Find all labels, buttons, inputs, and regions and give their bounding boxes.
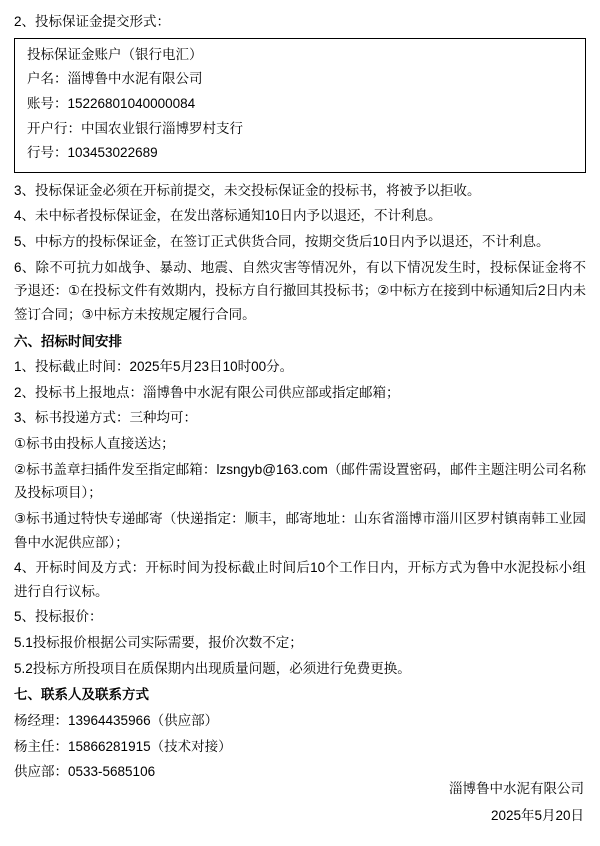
- section-six-item2: 2、投标书上报地点：淄博鲁中水泥有限公司供应部或指定邮箱；: [14, 384, 400, 400]
- account-bank-code: 行号：103453022689: [27, 145, 158, 161]
- bid-bond-item2-title: 2、投标保证金提交形式：: [14, 14, 171, 29]
- section-seven-heading: 七、联系人及联系方式: [14, 687, 149, 703]
- section-six-item3-a: ①标书由投标人直接送达；: [14, 436, 175, 451]
- section-six-item4: 4、开标时间及方式：开标时间为投标截止时间后10个工作日内，开标方式为鲁中水泥投标小组进行自行议标。: [14, 560, 586, 599]
- section-six-item5-2: 5.2投标方所投项目在质保期内出现质量问题，必须进行免费更换。: [14, 660, 411, 676]
- contact-yang-director: 杨主任：15866281915（技术对接）: [14, 738, 232, 754]
- section-six-item5: 5、投标报价：: [14, 609, 103, 625]
- account-box-title: 投标保证金账户（银行电汇）: [27, 46, 203, 62]
- account-name: 户名：淄博鲁中水泥有限公司: [27, 71, 203, 87]
- contact-yang-manager: 杨经理：13964435966（供应部）: [14, 712, 219, 728]
- account-bank: 开户行：中国农业银行淄博罗村支行: [27, 120, 243, 136]
- bid-bond-account-box: [14, 38, 586, 173]
- contact-supply-department: 供应部：0533-5685106: [14, 764, 156, 780]
- section-six-item5-1: 5.1投标报价根据公司实际需要，报价次数不定；: [14, 635, 303, 650]
- bid-bond-item6: 6、除不可抗力如战争、暴动、地震、自然灾害等情况外，有以下情况发生时，投标保证金将不予退还：①在投标文件有效期内，投标方自行撤回其投标书；②中标方在接到中标通知后2日内未签订合同；③中标方未按规定履行合同。: [14, 259, 586, 322]
- footer-company-name: 淄博鲁中水泥有限公司: [449, 780, 584, 796]
- bid-bond-item5: 5、中标方的投标保证金，在签订正式供货合同，按期交货后10日内予以退还，不计利息。: [14, 234, 550, 249]
- bid-bond-item3: 3、投标保证金必须在开标前提交，未交投标保证金的投标书，将被予以拒收。: [14, 182, 481, 198]
- document-footer: [449, 777, 584, 832]
- section-six-heading: 六、招标时间安排: [14, 333, 122, 349]
- section-six-item3-b: ②标书盖章扫插件发至指定邮箱：lzsngyb@163.com（邮件需设置密码，邮件主题注明公司名称及投标项目）；: [14, 461, 586, 501]
- section-six-item3-c: ③标书通过特快专递邮寄（快递指定：顺丰，邮寄地址：山东省淄博市淄川区罗村镇南韩工业园鲁中水泥供应部）；: [14, 510, 586, 550]
- account-number: 账号：15226801040000084: [27, 95, 196, 111]
- bid-bond-item4: 4、未中标者投标保证金，在发出落标通知10日内予以退还，不计利息。: [14, 208, 442, 224]
- section-six-item1: 1、投标截止时间：2025年5月23日10时00分。: [14, 359, 294, 375]
- section-six-item3: 3、标书投递方式：三种均可：: [14, 410, 198, 426]
- footer-date: 2025年5月20日: [490, 808, 584, 824]
